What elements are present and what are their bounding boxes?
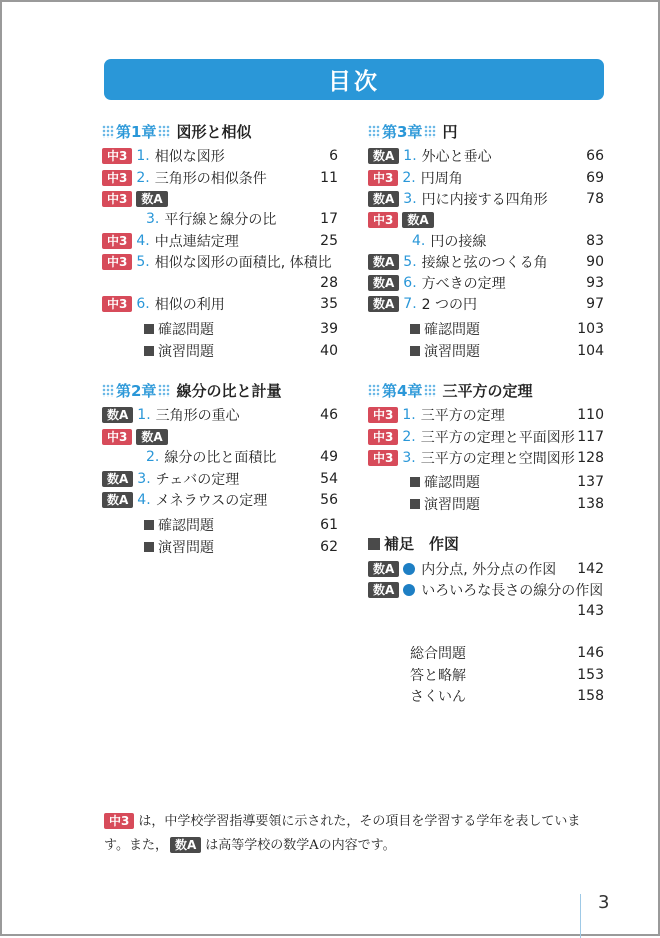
chapter-label: 第4章	[382, 381, 423, 400]
toc-title: 目次	[104, 59, 604, 100]
toc-entry-1-4[interactable]: 中3 4. 中点連結定理 25	[102, 231, 338, 251]
toc-review-3[interactable]: 確認問題 103	[368, 319, 604, 339]
page-number: 35	[320, 296, 338, 312]
grade-badge-suA: 数A	[368, 561, 399, 577]
badge-row	[102, 427, 338, 447]
toc-review-2[interactable]: 確認問題 61	[102, 515, 338, 535]
page-number: 83	[586, 233, 604, 249]
page-number: 17	[320, 211, 338, 227]
grid-icon	[158, 384, 170, 397]
grade-badge-suA: 数A	[368, 275, 399, 291]
square-bullet-icon	[410, 477, 420, 487]
chapter-title: 図形と相似	[176, 122, 252, 141]
chapter-4-heading[interactable]	[368, 379, 532, 401]
grid-icon	[368, 125, 380, 138]
page-number: 128	[577, 450, 604, 466]
grid-icon	[424, 384, 436, 397]
grade-badge-suA: 数A	[402, 212, 433, 228]
square-bullet-icon	[144, 324, 154, 334]
toc-extra-1[interactable]: 総合問題 146	[410, 645, 604, 662]
toc-entry-3-5[interactable]: 数A 5. 接線と弦のつくる角 90	[368, 252, 604, 272]
toc-entry-4-2[interactable]: 中3 2. 三平方の定理と平面図形 117	[368, 427, 604, 447]
page-number: 90	[586, 254, 604, 270]
toc-exercise-1[interactable]: 演習問題 40	[102, 341, 338, 361]
toc-entry-4-1[interactable]: 中3 1. 三平方の定理 110	[368, 405, 604, 425]
grade-badge-chu3: 中3	[368, 170, 398, 186]
page-number: 11	[320, 170, 338, 186]
toc-entry-1-6[interactable]: 中3 6. 相似の利用 35	[102, 294, 338, 314]
grade-badge-chu3: 中3	[102, 429, 132, 445]
chapter-title: 円	[442, 122, 458, 141]
grade-badge-chu3: 中3	[368, 450, 398, 466]
grade-badge-chu3: 中3	[102, 254, 132, 270]
grade-badge-suA: 数A	[136, 429, 167, 445]
grid-icon	[158, 125, 170, 138]
toc-entry-3-2[interactable]: 中3 2. 円周角 69	[368, 168, 604, 188]
toc-entry-2-2[interactable]: 2. 線分の比と面積比 49	[146, 449, 338, 466]
supplement-heading[interactable]: 補足 作図	[368, 533, 459, 554]
grade-badge-chu3: 中3	[368, 407, 398, 423]
chapter-2-heading[interactable]	[102, 379, 281, 401]
grade-badge-suA: 数A	[368, 254, 399, 270]
toc-extra-2[interactable]: 答と略解 153	[410, 667, 604, 684]
page-divider	[580, 894, 581, 938]
grade-badge-suA: 数A	[368, 582, 399, 598]
circle-bullet-icon	[403, 584, 415, 596]
grade-badge-suA: 数A	[102, 407, 133, 423]
page-number: 78	[586, 191, 604, 207]
toc-exercise-3[interactable]: 演習問題 104	[368, 341, 604, 361]
page-number: 153	[577, 667, 604, 683]
page-number: 54	[320, 471, 338, 487]
page-number: 61	[320, 517, 338, 533]
grade-badge-chu3: 中3	[102, 170, 132, 186]
toc-extra-3[interactable]: さくいん 158	[410, 688, 604, 705]
toc-exercise-4[interactable]: 演習問題 138	[368, 494, 604, 514]
page-number: 25	[320, 233, 338, 249]
page-number: 6	[329, 148, 338, 164]
page-number: 110	[577, 407, 604, 423]
page-number: 46	[320, 407, 338, 423]
badge-row	[368, 210, 604, 230]
grid-icon	[102, 125, 114, 138]
toc-entry-3-7[interactable]: 数A 7. 2 つの円 97	[368, 294, 604, 314]
page-number: 93	[586, 275, 604, 291]
page-number: 39	[320, 321, 338, 337]
circle-bullet-icon	[403, 563, 415, 575]
chapter-title: 線分の比と計量	[176, 381, 282, 400]
page-number: 117	[577, 429, 604, 445]
chapter-label: 第2章	[116, 381, 157, 400]
grade-badge-suA: 数A	[368, 191, 399, 207]
page-number: 56	[320, 492, 338, 508]
page-number: 69	[586, 170, 604, 186]
page-number: 137	[577, 474, 604, 490]
page-number: 143	[577, 603, 604, 619]
toc-entry-1-5-page	[102, 273, 338, 293]
chapter-label: 第3章	[382, 122, 423, 141]
page-number: 142	[577, 561, 604, 577]
square-bullet-icon	[410, 324, 420, 334]
square-bullet-icon	[144, 542, 154, 552]
toc-supplement-2-page	[368, 601, 604, 621]
square-bullet-icon	[144, 520, 154, 530]
toc-entry-2-4[interactable]: 数A 4. メネラウスの定理 56	[102, 490, 338, 510]
grade-badge-chu3: 中3	[368, 212, 398, 228]
toc-entry-1-1[interactable]: 中3 1. 相似な図形 6	[102, 146, 338, 166]
page-number: 138	[577, 496, 604, 512]
toc-entry-3-3[interactable]: 数A 3. 円に内接する四角形 78	[368, 189, 604, 209]
page-number: 49	[320, 449, 338, 465]
grade-badge-suA: 数A	[102, 471, 133, 487]
grade-badge-suA: 数A	[368, 296, 399, 312]
legend-note: 中3 は，中学校学習指導要領に示された，その項目を学習する学年を表していま す。また， 数A は高等学校の数学Aの内容です。	[104, 814, 581, 853]
square-bullet-icon	[410, 499, 420, 509]
grade-badge-chu3: 中3	[102, 296, 132, 312]
toc-entry-2-3[interactable]: 数A 3. チェバの定理 54	[102, 469, 338, 489]
toc-entry-1-5[interactable]: 中3 5. 相似な図形の面積比, 体積比	[102, 252, 338, 272]
toc-entry-3-6[interactable]: 数A 6. 方べきの定理 93	[368, 273, 604, 293]
grade-badge-suA: 数A	[136, 191, 167, 207]
toc-supplement-2[interactable]: 数A いろいろな長さの線分の作図	[368, 580, 604, 600]
grade-badge-suA: 数A	[170, 837, 201, 853]
grade-badge-chu3: 中3	[104, 813, 134, 829]
toc-supplement-1[interactable]: 数A 内分点, 外分点の作図 142	[368, 559, 604, 579]
chapter-3-heading[interactable]	[368, 120, 457, 142]
toc-entry-1-2[interactable]: 中3 2. 三角形の相似条件 11	[102, 168, 338, 188]
square-bullet-icon	[144, 346, 154, 356]
page-number: 97	[586, 296, 604, 312]
page-number-footer: 3	[598, 892, 610, 913]
toc-review-4[interactable]: 確認問題 137	[368, 472, 604, 492]
chapter-title: 三平方の定理	[442, 381, 533, 400]
square-bullet-icon	[368, 538, 380, 550]
toc-exercise-2[interactable]: 演習問題 62	[102, 537, 338, 557]
grade-badge-chu3: 中3	[368, 429, 398, 445]
page-number: 103	[577, 321, 604, 337]
toc-entry-1-3[interactable]: 3. 平行線と線分の比 17	[146, 211, 338, 228]
grid-icon	[102, 384, 114, 397]
badge-row	[102, 189, 338, 209]
chapter-1-heading[interactable]	[102, 120, 251, 142]
page-number: 40	[320, 343, 338, 359]
page-number: 146	[577, 645, 604, 661]
square-bullet-icon	[410, 346, 420, 356]
grid-icon	[424, 125, 436, 138]
chapter-label: 第1章	[116, 122, 157, 141]
page-number: 104	[577, 343, 604, 359]
grade-badge-suA: 数A	[368, 148, 399, 164]
toc-entry-3-4[interactable]: 4. 円の接線 83	[412, 233, 604, 250]
page-number: 158	[577, 688, 604, 704]
grade-badge-chu3: 中3	[102, 148, 132, 164]
page-number: 66	[586, 148, 604, 164]
grade-badge-chu3: 中3	[102, 233, 132, 249]
toc-entry-4-3[interactable]: 中3 3. 三平方の定理と空間図形 128	[368, 448, 604, 468]
grade-badge-chu3: 中3	[102, 191, 132, 207]
toc-entry-3-1[interactable]: 数A 1. 外心と垂心 66	[368, 146, 604, 166]
grid-icon	[368, 384, 380, 397]
grade-badge-suA: 数A	[102, 492, 133, 508]
page-number: 28	[320, 275, 338, 291]
page-number: 62	[320, 539, 338, 555]
toc-entry-2-1[interactable]: 数A 1. 三角形の重心 46	[102, 405, 338, 425]
toc-review-1[interactable]: 確認問題 39	[102, 319, 338, 339]
